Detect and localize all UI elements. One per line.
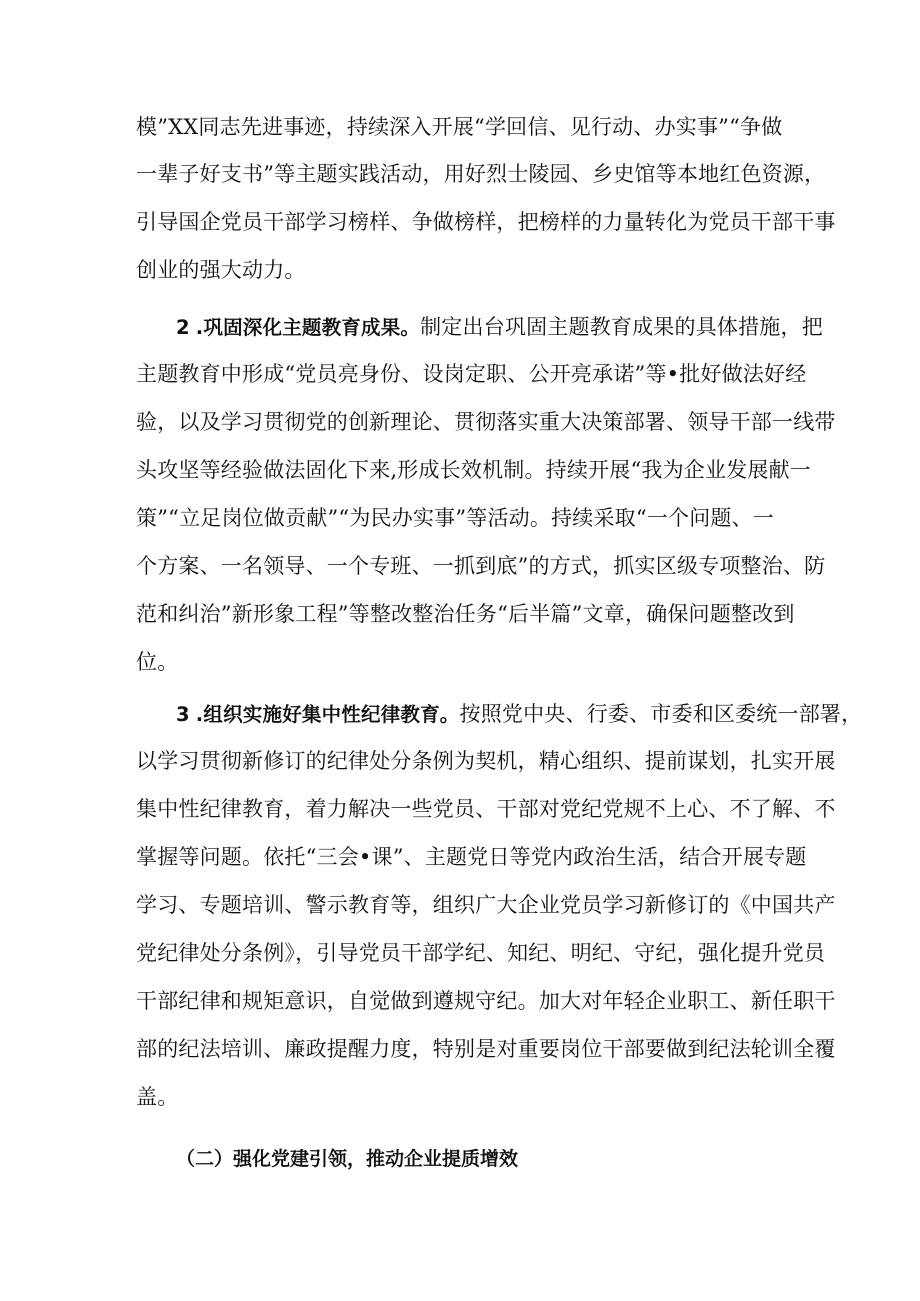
- paragraph-2-line-8: 位。: [136, 650, 179, 674]
- paragraph-2-heading: .巩固深化主题教育成果。: [195, 316, 421, 339]
- paragraph-2-line-4: 头攻坚等经验做法固化下来,形成长效机制。持续开展“我为企业发展献一: [136, 458, 812, 482]
- paragraph-1-line-4: 创业的强大动力。: [136, 258, 306, 282]
- paragraph-3-line-2: 以学习贯彻新修订的纪律处分条例为契机，精心组织、提前谋划，扎实开展: [136, 749, 836, 773]
- paragraph-1-line-2: 一辈子好支书”等主题实践活动，用好烈士陵园、乡史馆等本地红色资源，: [136, 162, 826, 186]
- paragraph-3-line-8: 部的纪法培训、廉政提醒力度，特别是对重要岗位干部要做到纪法轮训全覆: [136, 1037, 836, 1061]
- paragraph-2-number: 2: [176, 316, 190, 339]
- paragraph-3-number: 3: [176, 703, 190, 726]
- paragraph-2-line-2: 主题教育中形成“党员亮身份、设岗定职、公开亮承诺”等•批好做法好经: [136, 362, 807, 386]
- paragraph-3-first-line-text: 按照党中央、行委、市委和区委统一部署，: [459, 702, 863, 726]
- section-heading: （二）强化党建引领，推动企业提质增效: [176, 1148, 519, 1170]
- paragraph-2-line-7: 范和纠治”新形象工程”等整改整治任务“后半篇”文章，确保问题整改到: [136, 602, 795, 626]
- paragraph-3-line-9: 盖。: [136, 1085, 179, 1109]
- paragraph-2-first-line-text: 制定出台巩固主题教育成果的具体措施，把: [420, 315, 823, 339]
- paragraph-2-line-3: 验，以及学习贯彻党的创新理论、贯彻落实重大决策部署、领导干部一线带: [136, 410, 836, 434]
- paragraph-3-heading: .组织实施好集中性纪律教育。: [195, 703, 460, 726]
- paragraph-2-line-5: 策”“立足岗位做贡献”“为民办实事”等活动。持续采取“一个问题、一: [136, 506, 775, 530]
- paragraph-3-line-5: 学习、专题培训、警示教育等，组织广大企业党员学习新修订的《中国共产: [136, 893, 836, 917]
- paragraph-3-line-6: 党纪律处分条例》，引导党员干部学纪、知纪、明纪、守纪，强化提升党员: [136, 941, 826, 965]
- paragraph-3-line-1: [176, 699, 862, 730]
- paragraph-2-line-1: [176, 312, 823, 343]
- paragraph-1-line-3: 引导国企党员干部学习榜样、争做榜样，把榜样的力量转化为党员干部干事: [136, 210, 836, 234]
- paragraph-3-line-7: 干部纪律和规矩意识，自觉做到遵规守纪。加大对年轻企业职工、新任职干: [136, 989, 836, 1013]
- paragraph-1-line-1: 模”XX同志先进事迹，持续深入开展“学回信、见行动、办实事”“争做: [136, 115, 783, 139]
- paragraph-2-line-6: 个方案、一名领导、一个专班、一抓到底”的方式，抓实区级专项整治、防: [136, 554, 826, 578]
- paragraph-3-line-4: 掌握等问题。依托“三会•课”、主题党日等党内政治生活，结合开展专题: [136, 845, 807, 869]
- paragraph-3-line-3: 集中性纪律教育，着力解决一些党员、干部对党纪党规不上心、不了解、不: [136, 797, 836, 821]
